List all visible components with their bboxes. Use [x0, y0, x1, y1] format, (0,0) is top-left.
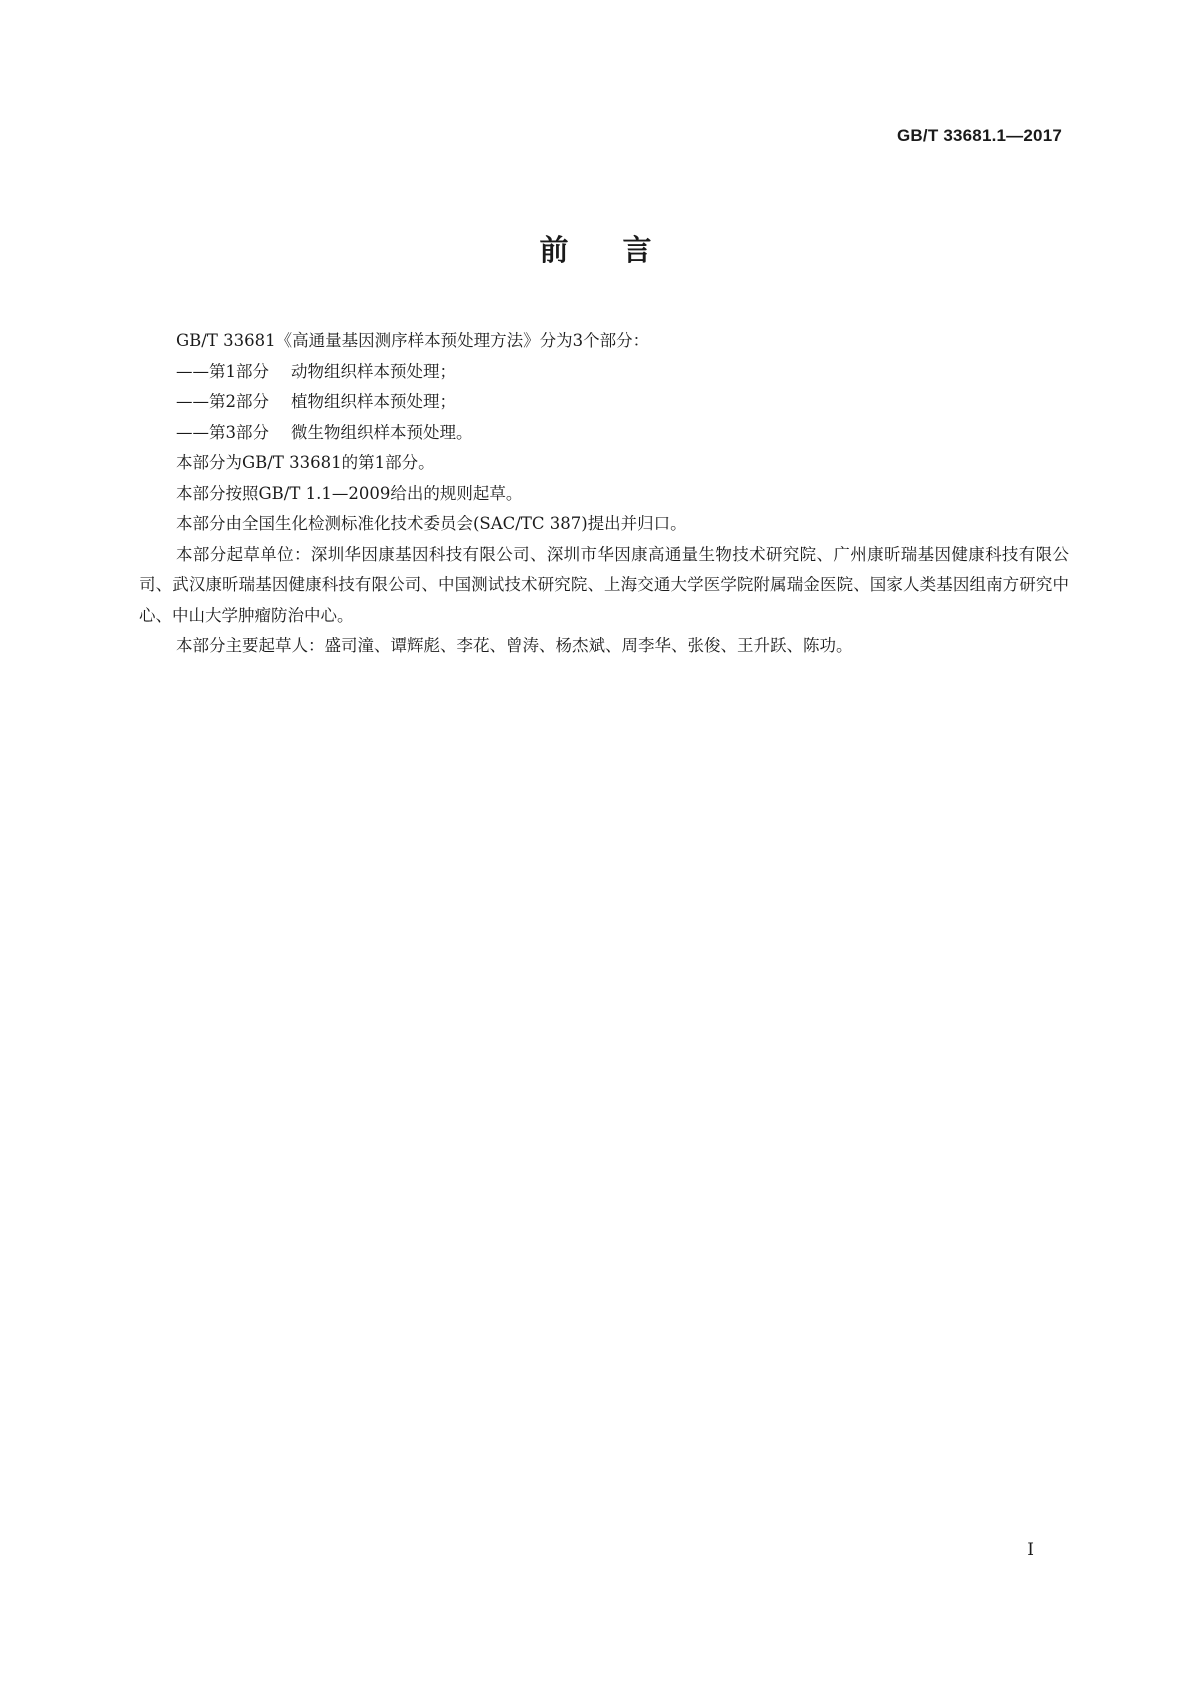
list-dash: —— — [176, 361, 209, 381]
part-list-item — [139, 418, 1069, 449]
part-number: 第3部分 — [209, 422, 269, 442]
page-number: I — [1027, 1540, 1034, 1560]
drafting-rules-paragraph: 本部分按照GB/T 1.1—2009给出的规则起草。 — [176, 483, 523, 503]
foreword-body — [139, 326, 1069, 662]
list-dash: —— — [176, 392, 209, 411]
part-name: 微生物组织样本预处理。 — [291, 422, 473, 442]
list-dash: —— — [176, 422, 209, 442]
intro-paragraph: GB/T 33681《高通量基因测序样本预处理方法》分为3个部分： — [176, 331, 650, 350]
part-number: 第2部分 — [209, 392, 269, 411]
part-number: 第1部分 — [209, 361, 269, 381]
main-drafters-paragraph: 本部分主要起草人：盛司潼、谭辉彪、李花、曾涛、杨杰斌、周李华、张俊、王升跃、陈功。 — [176, 636, 853, 655]
standard-number: GB/T 33681.1—2017 — [897, 126, 1062, 145]
proposed-by-paragraph: 本部分由全国生化检测标准化技术委员会(SAC/TC 387)提出并归口。 — [176, 514, 687, 533]
drafting-units-paragraph: 本部分起草单位：深圳华因康基因科技有限公司、深圳市华因康高通量生物技术研究院、广州康昕瑞基因健康科技有限公司、武汉康昕瑞基因健康科技有限公司、中国测试技术研究院、上海交通大学医学院附属瑞金医院、国家人类基因组南方研究中心、中山大学肿瘤防治中心。 — [139, 544, 1069, 625]
part-list-item — [139, 387, 1069, 418]
this-part-paragraph: 本部分为GB/T 33681的第1部分。 — [176, 453, 435, 472]
part-name: 动物组织样本预处理； — [291, 361, 456, 381]
part-name: 植物组织样本预处理； — [291, 392, 456, 411]
page-title: 前言 — [539, 233, 706, 267]
part-list-item — [139, 357, 1069, 388]
